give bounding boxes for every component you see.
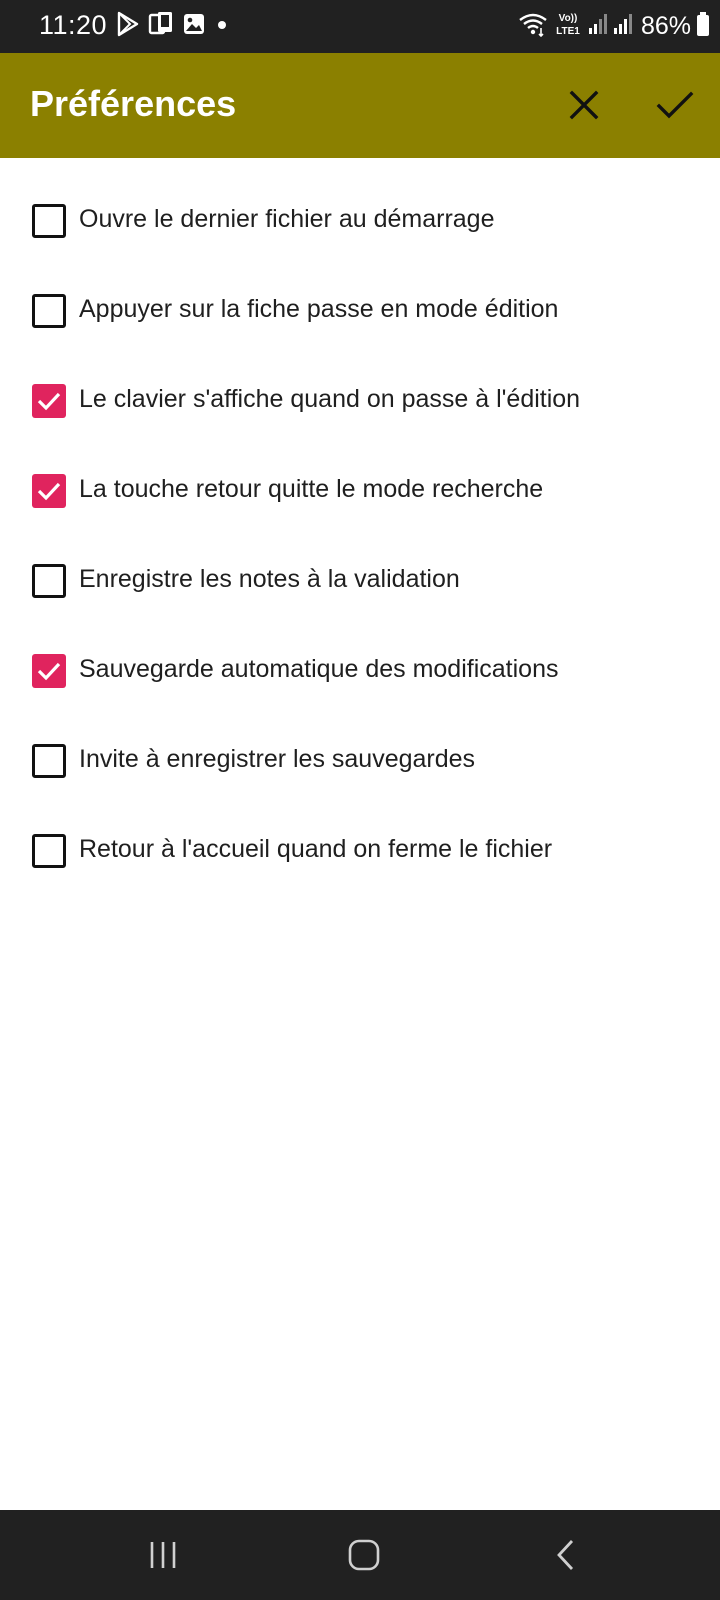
preference-label: Sauvegarde automatique des modifications bbox=[79, 655, 559, 683]
volte-lte-icon bbox=[553, 10, 583, 43]
device-sync-icon bbox=[148, 11, 174, 42]
preference-label: Retour à l'accueil quand on ferme le fichier bbox=[79, 835, 553, 863]
gallery-icon bbox=[182, 12, 206, 41]
wifi-icon bbox=[518, 11, 548, 42]
checkbox[interactable] bbox=[32, 384, 66, 418]
check-icon bbox=[36, 658, 62, 684]
preference-item[interactable] bbox=[0, 177, 720, 267]
close-button[interactable] bbox=[558, 79, 610, 131]
preference-label: La touche retour quitte le mode recherche bbox=[79, 475, 544, 503]
checkbox[interactable] bbox=[32, 204, 66, 238]
signal-icon bbox=[588, 12, 608, 41]
home-icon bbox=[348, 1539, 380, 1571]
recents-icon bbox=[147, 1540, 179, 1570]
preference-label: Le clavier s'affiche quand on passe à l'édition bbox=[79, 385, 581, 413]
home-button[interactable] bbox=[339, 1530, 389, 1580]
recents-button[interactable] bbox=[138, 1530, 188, 1580]
checkbox[interactable] bbox=[32, 474, 66, 508]
preference-label: Ouvre le dernier fichier au démarrage bbox=[79, 205, 495, 233]
status-time: 11:20 bbox=[39, 10, 108, 40]
check-icon bbox=[36, 388, 62, 414]
status-bar bbox=[0, 0, 720, 53]
preference-label: Enregistre les notes à la validation bbox=[79, 565, 460, 593]
check-icon bbox=[656, 89, 694, 121]
preference-item[interactable] bbox=[0, 627, 720, 717]
back-button[interactable] bbox=[541, 1530, 591, 1580]
checkbox[interactable] bbox=[32, 834, 66, 868]
status-notification-icons bbox=[116, 12, 230, 40]
play-store-icon bbox=[116, 11, 140, 42]
preferences-list bbox=[0, 177, 720, 897]
preference-item[interactable] bbox=[0, 807, 720, 897]
checkbox[interactable] bbox=[32, 294, 66, 328]
battery-level: 86% bbox=[640, 11, 691, 40]
preference-item[interactable] bbox=[0, 267, 720, 357]
battery-icon bbox=[696, 11, 710, 42]
confirm-button[interactable] bbox=[649, 79, 701, 131]
svg-text:Vo)): Vo)) bbox=[558, 12, 578, 24]
preference-item[interactable] bbox=[0, 537, 720, 627]
preference-item[interactable] bbox=[0, 717, 720, 807]
page-title: Préférences bbox=[30, 83, 237, 124]
preference-item[interactable] bbox=[0, 357, 720, 447]
preference-label: Appuyer sur la fiche passe en mode édition bbox=[79, 295, 559, 323]
app-bar bbox=[0, 53, 720, 158]
checkbox[interactable] bbox=[32, 654, 66, 688]
navigation-bar bbox=[0, 1510, 720, 1600]
signal-icon bbox=[613, 12, 633, 41]
preference-label: Invite à enregistrer les sauvegardes bbox=[79, 745, 476, 773]
notification-dot-icon bbox=[214, 12, 230, 41]
preference-item[interactable] bbox=[0, 447, 720, 537]
svg-text:LTE1: LTE1 bbox=[556, 25, 580, 37]
checkbox[interactable] bbox=[32, 564, 66, 598]
check-icon bbox=[36, 478, 62, 504]
back-icon bbox=[554, 1538, 578, 1572]
checkbox[interactable] bbox=[32, 744, 66, 778]
status-system-icons bbox=[518, 11, 710, 41]
close-icon bbox=[568, 89, 600, 121]
